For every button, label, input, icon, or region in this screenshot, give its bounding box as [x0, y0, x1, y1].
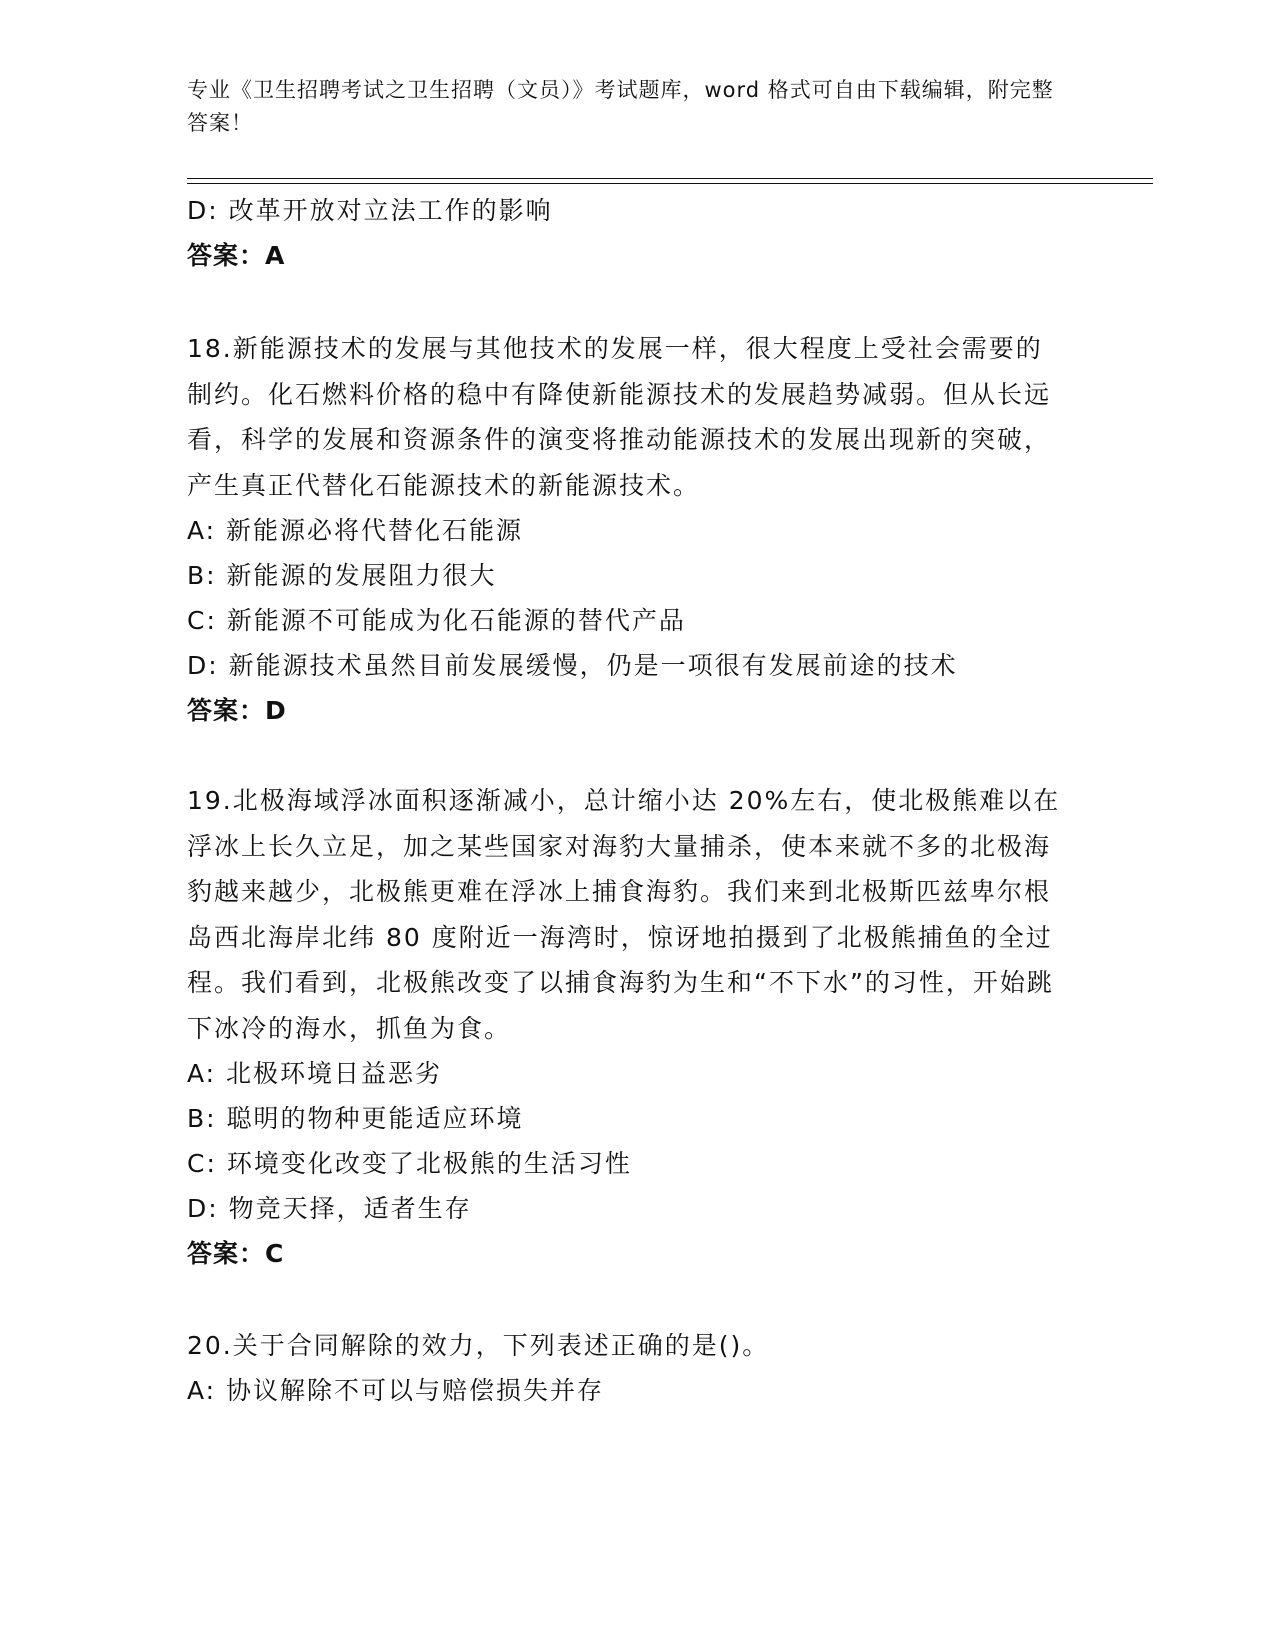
q18-option-d: D: 新能源技术虽然目前发展缓慢，仍是一项很有发展前途的技术 [187, 651, 958, 680]
q17-option-d: D: 改革开放对立法工作的影响 [187, 196, 553, 225]
question-content [187, 188, 1067, 1413]
q20-option-a: A: 协议解除不可以与赔偿损失并存 [187, 1376, 605, 1405]
q19-option-d: D: 物竞天择，适者生存 [187, 1194, 472, 1223]
q18-stem: 18.新能源技术的发展与其他技术的发展一样，很大程度上受社会需要的制约。化石燃料价格的稳中有降使新能源技术的发展趋势减弱。但从长远看，科学的发展和资源条件的演变将推动能源技术的发展出现新的突破，产生真正代替化石能源技术的新能源技术。 [187, 334, 1052, 500]
spacer [187, 1277, 1067, 1323]
q18-answer: 答案：D [187, 696, 287, 725]
q19-option-c: C: 环境变化改变了北极熊的生活习性 [187, 1149, 632, 1178]
q19-option-a: A: 北极环境日益恶劣 [187, 1059, 443, 1088]
q20-stem: 20.关于合同解除的效力，下列表述正确的是()。 [187, 1331, 770, 1360]
q18-option-c: C: 新能源不可能成为化石能源的替代产品 [187, 606, 686, 635]
spacer [187, 734, 1067, 778]
q19-option-b: B: 聪明的物种更能适应环境 [187, 1104, 524, 1133]
document-header: 专业《卫生招聘考试之卫生招聘（文员）》考试题库，word 格式可自由下载编辑，附完整答案！ [187, 78, 1054, 135]
q19-stem: 19.北极海域浮冰面积逐渐减小，总计缩小达 20%左右，使北极熊难以在浮冰上长久立足，加之某些国家对海豹大量捕杀，使本来就不多的北极海豹越来越少，北极熊更难在浮冰上捕食海豹。我们来到北极斯匹兹卑尔根岛西北海岸北纬 80 度附近一海湾时，惊讶地拍摄到了北极熊捕鱼的全过程。我们看到，北极熊改变了以捕食海豹为生和“不下水”的习性，开始跳下冰冷的海水，抓鱼为食。 [187, 786, 1061, 1043]
q19-answer: 答案：C [187, 1239, 285, 1268]
q18-option-a: A: 新能源必将代替化石能源 [187, 516, 524, 545]
q18-option-b: B: 新能源的发展阻力很大 [187, 561, 497, 590]
q17-answer: 答案：A [187, 241, 286, 270]
header-divider-top [187, 178, 1153, 179]
spacer [187, 279, 1067, 326]
header-divider-bottom [187, 183, 1153, 184]
